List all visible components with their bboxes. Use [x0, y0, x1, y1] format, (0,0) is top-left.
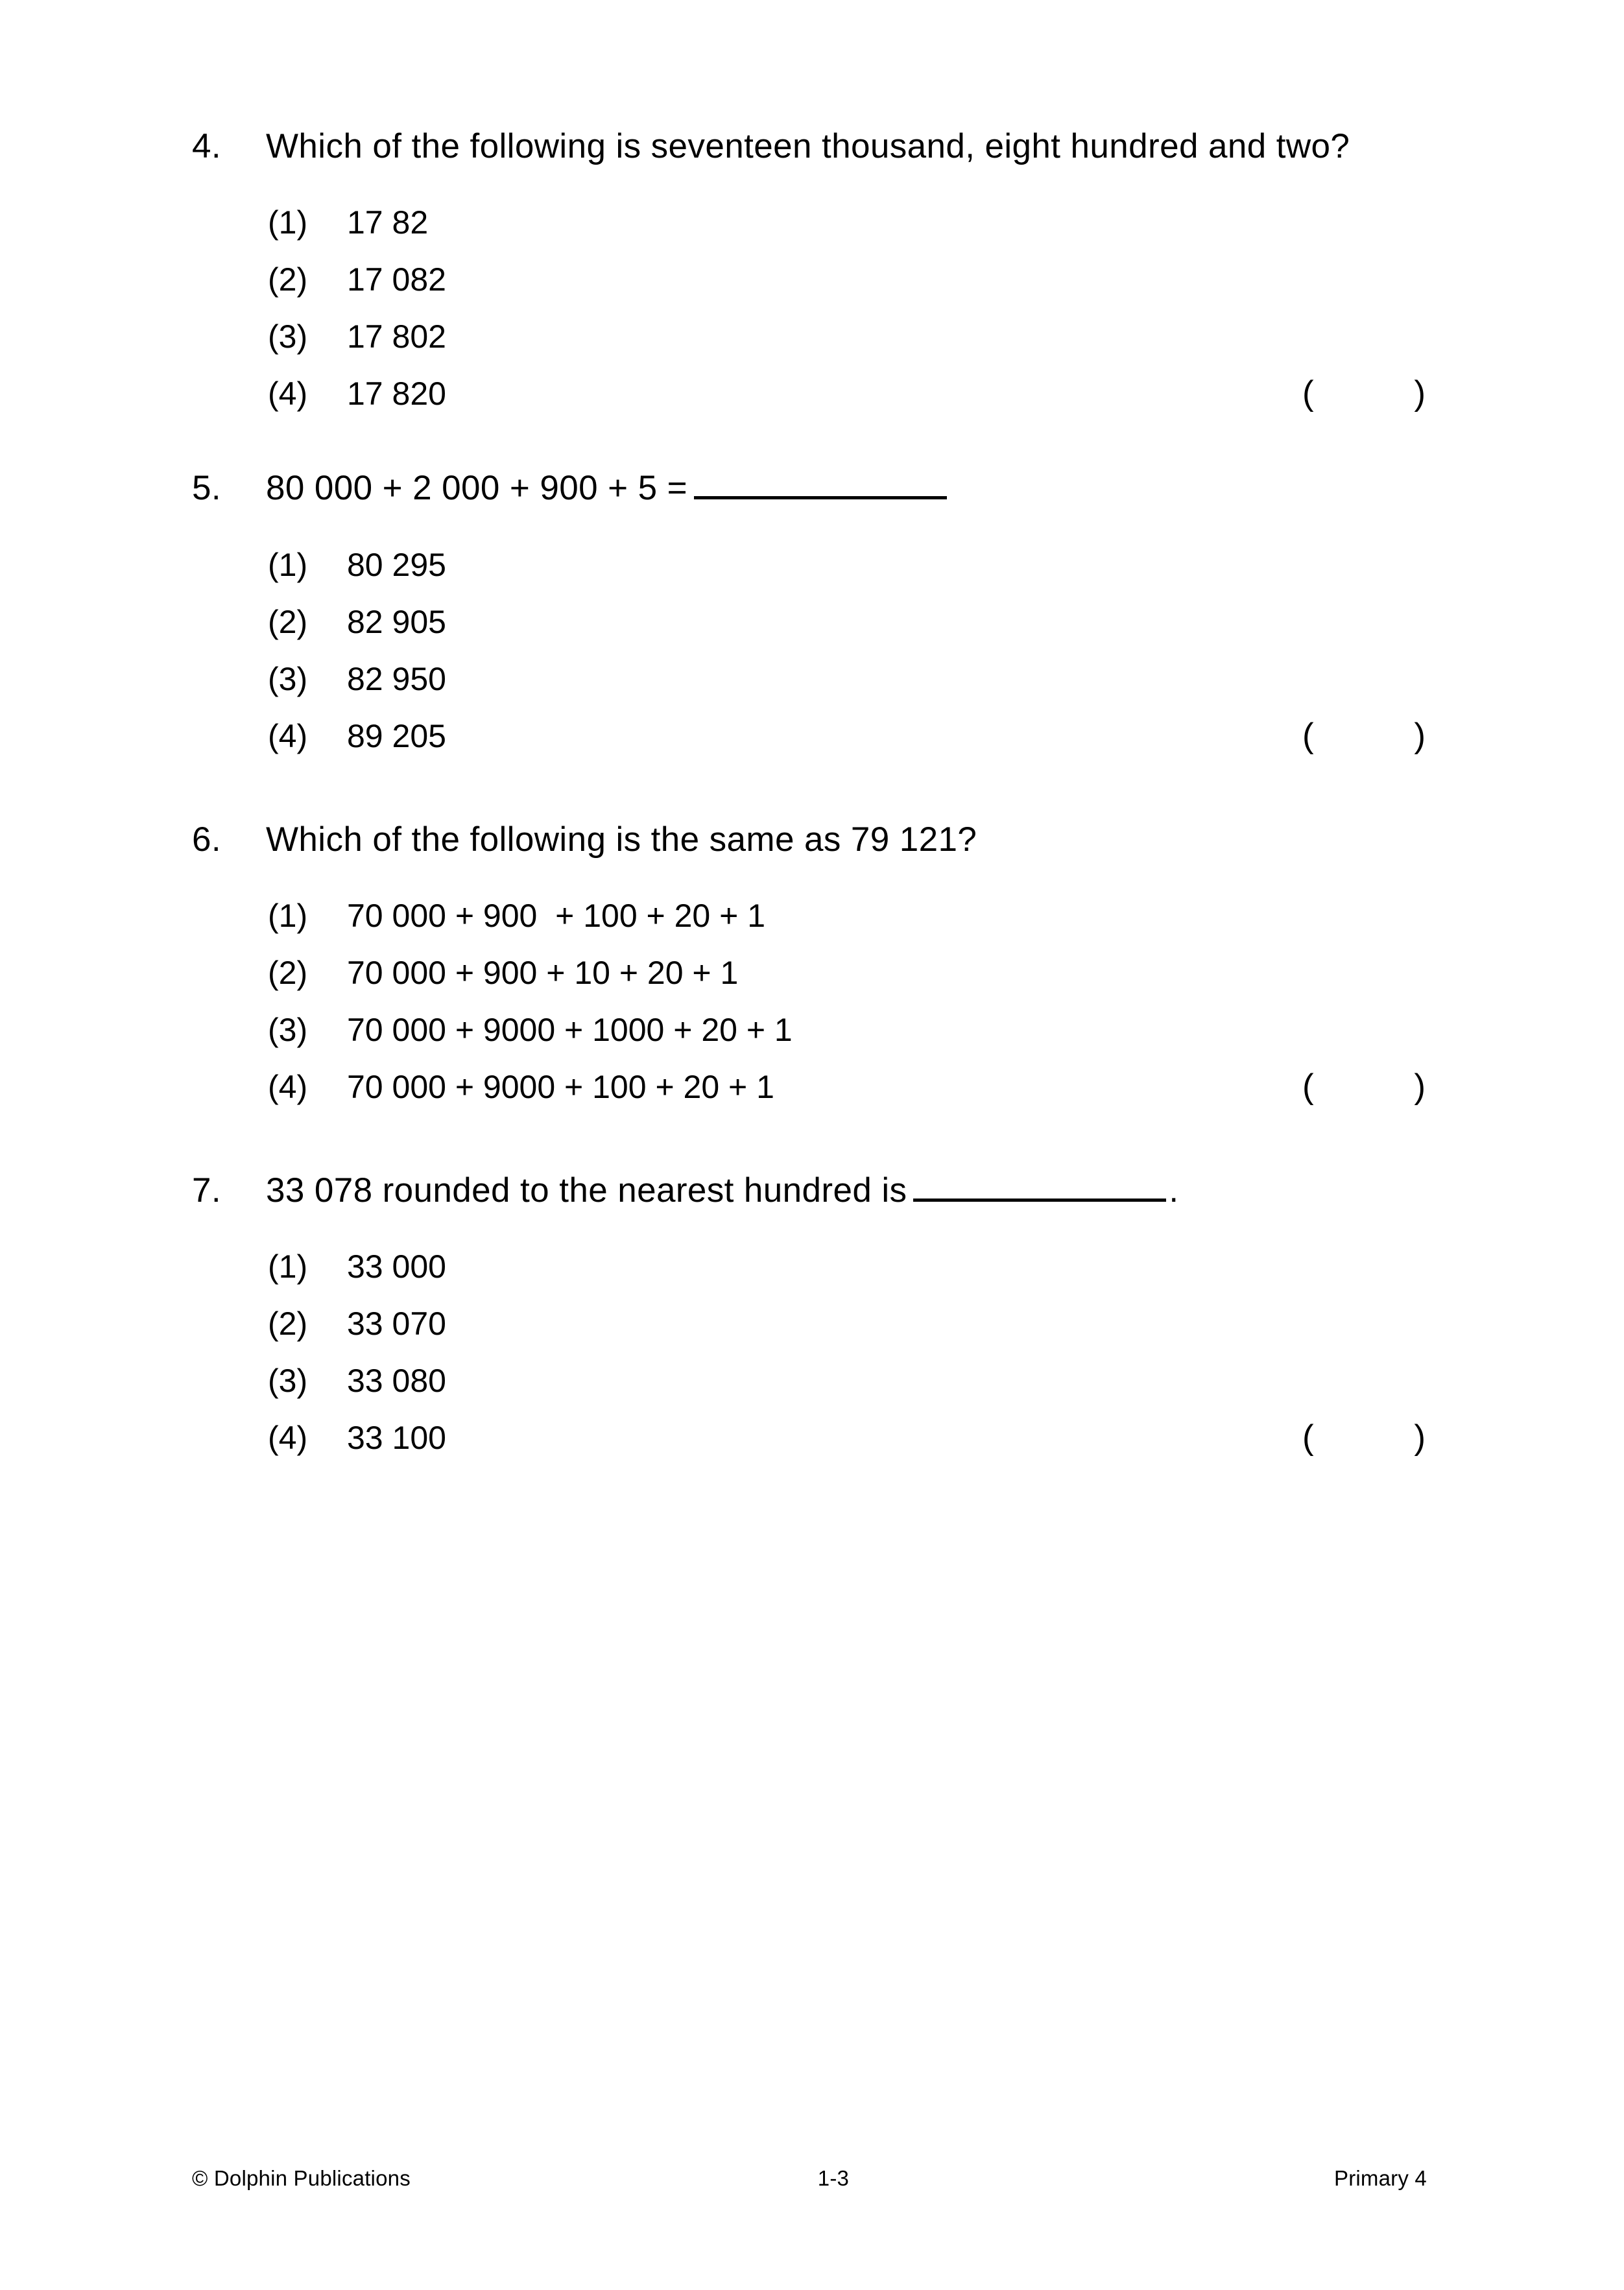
question-stem: [192, 1171, 1424, 1210]
answer-bracket-close: ): [1414, 374, 1426, 413]
option-row[interactable]: [192, 1001, 1424, 1058]
question-block-7: [192, 1171, 1424, 1466]
option-row[interactable]: [192, 708, 1424, 765]
question-text-tail: .: [1169, 1171, 1179, 1210]
answer-bracket[interactable]: [1302, 708, 1426, 765]
answer-bracket-open: (: [1302, 1418, 1314, 1457]
option-value: 17 820: [347, 376, 446, 412]
footer-level: Primary 4: [1334, 2166, 1427, 2190]
option-label: (3): [268, 1012, 308, 1049]
option-label: (4): [268, 717, 308, 754]
option-value: 89 205: [347, 717, 446, 754]
option-label: (2): [268, 603, 308, 640]
option-row[interactable]: [192, 365, 1424, 422]
answer-bracket-close: ): [1414, 716, 1426, 755]
option-row[interactable]: [192, 887, 1424, 944]
option-value: 82 950: [347, 660, 446, 697]
option-label: (4): [268, 1069, 308, 1106]
option-label: (4): [268, 1420, 308, 1457]
answer-blank[interactable]: [694, 471, 947, 499]
option-label: (2): [268, 261, 308, 298]
question-text: 33 078 rounded to the nearest hundred is: [266, 1171, 907, 1210]
option-row[interactable]: [192, 1409, 1424, 1466]
option-row[interactable]: [192, 1238, 1424, 1295]
footer-copyright: © Dolphin Publications: [192, 2166, 411, 2190]
answer-bracket[interactable]: [1302, 365, 1426, 422]
answer-bracket[interactable]: [1302, 1058, 1426, 1115]
question-text: 80 000 + 2 000 + 900 + 5 =: [266, 469, 687, 508]
answer-blank[interactable]: [913, 1174, 1166, 1202]
option-value: 80 295: [347, 546, 446, 583]
page-footer: [192, 2166, 1427, 2191]
answer-bracket-open: (: [1302, 716, 1314, 755]
answer-bracket-open: (: [1302, 1067, 1314, 1106]
answer-bracket-open: (: [1302, 374, 1314, 413]
option-list: [192, 887, 1424, 1115]
question-stem: [192, 469, 1424, 507]
question-number: 4.: [192, 127, 222, 165]
question-stem: [192, 127, 1424, 165]
option-value: 82 905: [347, 603, 446, 640]
option-label: (1): [268, 1248, 308, 1285]
question-block-6: [192, 820, 1424, 1115]
spacer: [192, 422, 1424, 469]
option-label: (3): [268, 1363, 308, 1400]
answer-bracket-close: ): [1414, 1067, 1426, 1106]
option-value: 17 802: [347, 318, 446, 355]
question-block-5: [192, 469, 1424, 764]
option-row[interactable]: [192, 536, 1424, 593]
option-row[interactable]: [192, 593, 1424, 650]
option-value: 70 000 + 9000 + 1000 + 20 + 1: [347, 1012, 793, 1049]
question-number: 7.: [192, 1171, 222, 1210]
spacer: [192, 1115, 1424, 1171]
option-row[interactable]: [192, 194, 1424, 251]
option-value: 70 000 + 900 + 10 + 20 + 1: [347, 955, 739, 992]
option-label: (1): [268, 898, 308, 935]
answer-bracket[interactable]: [1302, 1409, 1426, 1466]
question-stem: [192, 820, 1424, 859]
option-label: (2): [268, 1306, 308, 1342]
option-list: [192, 536, 1424, 765]
option-value: 17 82: [347, 204, 429, 241]
option-row[interactable]: [192, 650, 1424, 708]
option-row[interactable]: [192, 944, 1424, 1001]
question-block-4: [192, 127, 1424, 422]
option-value: 33 070: [347, 1306, 446, 1342]
footer-page-number: 1-3: [817, 2166, 850, 2190]
option-value: 70 000 + 9000 + 100 + 20 + 1: [347, 1069, 774, 1106]
option-row[interactable]: [192, 1295, 1424, 1352]
option-label: (3): [268, 318, 308, 355]
option-value: 17 082: [347, 261, 446, 298]
option-row[interactable]: [192, 251, 1424, 308]
option-row[interactable]: [192, 1352, 1424, 1409]
question-text: Which of the following is seventeen thousand, eight hundred and two?: [266, 127, 1350, 165]
question-text: Which of the following is the same as 79 121?: [266, 820, 977, 859]
question-number: 6.: [192, 820, 222, 859]
option-value: 33 080: [347, 1363, 446, 1400]
option-value: 33 100: [347, 1420, 446, 1457]
option-row[interactable]: [192, 308, 1424, 365]
question-number: 5.: [192, 469, 222, 508]
option-label: (3): [268, 660, 308, 697]
option-label: (1): [268, 204, 308, 241]
option-label: (1): [268, 546, 308, 583]
answer-bracket-close: ): [1414, 1418, 1426, 1457]
option-list: [192, 194, 1424, 422]
option-value: 33 000: [347, 1248, 446, 1285]
option-row[interactable]: [192, 1058, 1424, 1115]
questions-container: [192, 127, 1424, 1466]
option-value: 70 000 + 900 + 100 + 20 + 1: [347, 898, 766, 935]
option-label: (2): [268, 955, 308, 992]
option-list: [192, 1238, 1424, 1466]
spacer: [192, 765, 1424, 820]
option-label: (4): [268, 376, 308, 412]
